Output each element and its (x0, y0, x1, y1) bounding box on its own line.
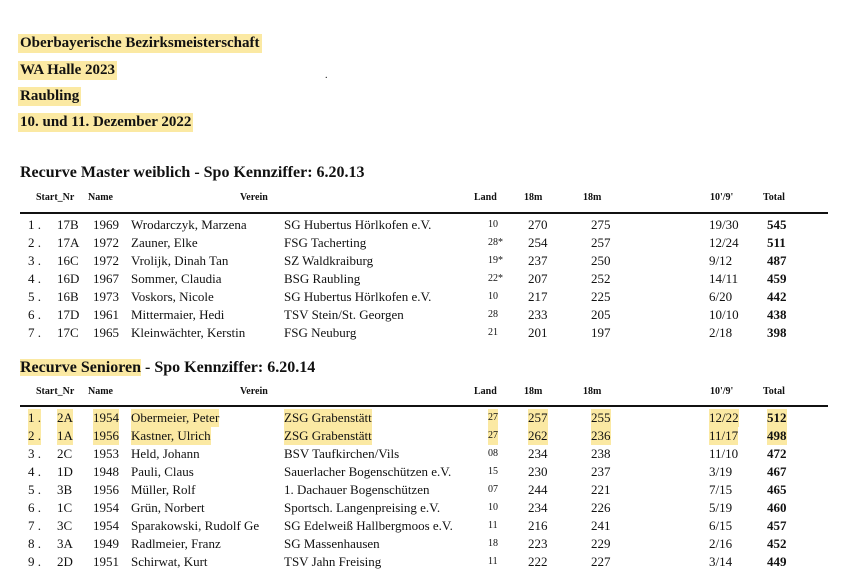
cell-r1: 230 (528, 464, 548, 479)
cell-land: 28* (488, 237, 503, 248)
cell-year: 1969 (93, 217, 119, 232)
cell-total: 452 (767, 536, 787, 551)
cell-total: 459 (767, 271, 787, 286)
cell-start: 2A (57, 410, 73, 425)
cell-r1: 216 (528, 518, 548, 533)
col-land: Land (474, 386, 497, 397)
cell-land: 10 (488, 291, 498, 302)
cell-land: 08 (488, 448, 498, 459)
cell-r2: 238 (591, 446, 611, 461)
cell-club: TSV Stein/St. Georgen (284, 307, 404, 322)
cell-total: 511 (767, 235, 786, 250)
cell-tens: 5/19 (709, 500, 733, 515)
cell-year: 1965 (93, 325, 119, 340)
col-verein: Verein (240, 386, 268, 397)
col-start-nr: Start_Nr (36, 192, 75, 203)
cell-club: ZSG Grabenstätt (284, 428, 372, 443)
cell-name: Müller, Rolf (131, 482, 196, 497)
cell-r1: 201 (528, 325, 548, 340)
table-row (0, 306, 850, 324)
cell-r2: 257 (591, 235, 611, 250)
cell-start: 17B (57, 217, 79, 232)
cell-name: Kastner, Ulrich (131, 428, 211, 443)
cell-year: 1954 (93, 518, 119, 533)
table-row (0, 553, 850, 571)
cell-land: 11 (488, 520, 498, 531)
cell-r1: 262 (528, 428, 548, 443)
cell-r2: 225 (591, 289, 611, 304)
cell-tens: 12/22 (709, 410, 739, 425)
cell-tens: 3/14 (709, 554, 733, 569)
cell-year: 1972 (93, 235, 119, 250)
cell-club: BSV Taufkirchen/Vils (284, 446, 400, 461)
section-title-senioren (20, 358, 315, 378)
cell-year: 1956 (93, 482, 119, 497)
cell-start: 3A (57, 536, 73, 551)
cell-name: Mittermaier, Hedi (131, 307, 225, 322)
cell-land: 19* (488, 255, 503, 266)
col-tens-nines: 10'/9' (710, 192, 734, 203)
cell-r2: 252 (591, 271, 611, 286)
cell-rank: 3 . (28, 446, 41, 461)
col-tens-nines: 10'/9' (710, 386, 734, 397)
table-row (0, 324, 850, 342)
table-row (0, 270, 850, 288)
cell-tens: 7/15 (709, 482, 733, 497)
cell-rank: 6 . (28, 500, 41, 515)
cell-r1: 254 (528, 235, 548, 250)
cell-land: 18 (488, 538, 498, 549)
col-18m-1: 18m (524, 192, 543, 203)
cell-club: Sportsch. Langenpreising e.V. (284, 500, 441, 515)
cell-name: Kleinwächter, Kerstin (131, 325, 246, 340)
table-row (0, 517, 850, 535)
cell-club: SG Edelweiß Hallbergmoos e.V. (284, 518, 453, 533)
cell-tens: 3/19 (709, 464, 733, 479)
cell-year: 1951 (93, 554, 119, 569)
table-row (0, 216, 850, 234)
cell-tens: 6/15 (709, 518, 733, 533)
table-row (0, 481, 850, 499)
cell-r1: 234 (528, 446, 548, 461)
table-row (0, 445, 850, 463)
cell-total: 457 (767, 518, 787, 533)
col-name: Name (88, 192, 113, 203)
cell-year: 1953 (93, 446, 119, 461)
table-row (0, 234, 850, 252)
cell-land: 15 (488, 466, 498, 477)
cell-rank: 4 . (28, 464, 41, 479)
table-row (0, 288, 850, 306)
cell-rank: 1 . (28, 410, 41, 425)
cell-rank: 5 . (28, 482, 41, 497)
cell-start: 1A (57, 428, 73, 443)
col-total: Total (763, 386, 785, 397)
cell-r1: 233 (528, 307, 548, 322)
cell-club: BSG Raubling (284, 271, 361, 286)
section-title-main: Recurve Master weiblich (20, 164, 191, 181)
cell-club: SG Hubertus Hörlkofen e.V. (284, 217, 432, 232)
cell-start: 1C (57, 500, 73, 515)
cell-club: ZSG Grabenstätt (284, 410, 372, 425)
cell-name: Vrolijk, Dinah Tan (131, 253, 229, 268)
cell-total: 472 (767, 446, 787, 461)
cell-land: 21 (488, 327, 498, 338)
cell-name: Held, Johann (131, 446, 200, 461)
cell-land: 10 (488, 219, 498, 230)
cell-r2: 221 (591, 482, 611, 497)
cell-r2: 227 (591, 554, 611, 569)
section-title-rest: - Spo Kennziffer: 6.20.14 (141, 359, 316, 376)
cell-r1: 207 (528, 271, 548, 286)
cell-total: 438 (767, 307, 787, 322)
cell-start: 2D (57, 554, 73, 569)
cell-r1: 270 (528, 217, 548, 232)
col-18m-1: 18m (524, 386, 543, 397)
cell-start: 2C (57, 446, 73, 461)
cell-year: 1954 (93, 410, 119, 425)
cell-tens: 12/24 (709, 235, 739, 250)
cell-rank: 2 . (28, 235, 41, 250)
cell-total: 398 (767, 325, 787, 340)
cell-land: 10 (488, 502, 498, 513)
cell-name: Grün, Norbert (131, 500, 205, 515)
cell-start: 16C (57, 253, 79, 268)
cell-name: Radlmeier, Franz (131, 536, 221, 551)
cell-rank: 4 . (28, 271, 41, 286)
cell-r2: 275 (591, 217, 611, 232)
cell-tens: 6/20 (709, 289, 733, 304)
table-rule (20, 405, 828, 407)
column-header-row (0, 386, 850, 400)
cell-land: 11 (488, 556, 498, 567)
cell-land: 27 (488, 427, 498, 445)
cell-tens: 10/10 (709, 307, 739, 322)
cell-land: 07 (488, 484, 498, 495)
cell-land: 22* (488, 273, 503, 284)
cell-r2: 229 (591, 536, 611, 551)
section-title-main: Recurve Senioren (20, 359, 142, 376)
cell-r2: 237 (591, 464, 611, 479)
cell-rank: 9 . (28, 554, 41, 569)
cell-start: 17D (57, 307, 80, 322)
stray-dot: . (325, 70, 328, 81)
cell-land: 28 (488, 309, 498, 320)
cell-total: 449 (767, 554, 787, 569)
cell-tens: 9/12 (709, 253, 733, 268)
cell-rank: 5 . (28, 289, 41, 304)
table-row (0, 427, 850, 445)
cell-year: 1949 (93, 536, 119, 551)
cell-year: 1948 (93, 464, 119, 479)
cell-start: 16B (57, 289, 79, 304)
cell-year: 1956 (93, 428, 119, 443)
table-row (0, 499, 850, 517)
cell-total: 498 (767, 428, 787, 443)
cell-club: FSG Neuburg (284, 325, 357, 340)
cell-club: TSV Jahn Freising (284, 554, 382, 569)
cell-total: 460 (767, 500, 787, 515)
cell-club: Sauerlacher Bogenschützen e.V. (284, 464, 452, 479)
cell-name: Schirwat, Kurt (131, 554, 208, 569)
col-18m-2: 18m (583, 386, 602, 397)
cell-r1: 257 (528, 410, 548, 425)
cell-tens: 2/18 (709, 325, 733, 340)
cell-club: SZ Waldkraiburg (284, 253, 374, 268)
cell-tens: 14/11 (709, 271, 739, 286)
cell-start: 16D (57, 271, 80, 286)
cell-r1: 222 (528, 554, 548, 569)
table-row (0, 535, 850, 553)
cell-year: 1972 (93, 253, 119, 268)
section-title-rest: - Spo Kennziffer: 6.20.13 (190, 164, 365, 181)
cell-r2: 205 (591, 307, 611, 322)
event-location: Raubling (20, 88, 80, 104)
cell-r2: 226 (591, 500, 611, 515)
section-title-master-weiblich (20, 163, 365, 183)
cell-club: SG Massenhausen (284, 536, 380, 551)
cell-club: 1. Dachauer Bogenschützen (284, 482, 430, 497)
cell-name: Obermeier, Peter (131, 410, 220, 425)
cell-r2: 255 (591, 410, 611, 425)
cell-total: 512 (767, 410, 787, 425)
cell-rank: 8 . (28, 536, 41, 551)
cell-r2: 241 (591, 518, 611, 533)
col-18m-2: 18m (583, 192, 602, 203)
cell-r1: 223 (528, 536, 548, 551)
cell-name: Voskors, Nicole (131, 289, 214, 304)
cell-tens: 11/10 (709, 446, 739, 461)
cell-year: 1954 (93, 500, 119, 515)
cell-start: 17A (57, 235, 80, 250)
event-name: WA Halle 2023 (20, 62, 116, 78)
table-row (0, 252, 850, 270)
cell-rank: 7 . (28, 518, 41, 533)
cell-name: Sparakowski, Rudolf Ge (131, 518, 260, 533)
event-dates: 10. und 11. Dezember 2022 (20, 114, 192, 130)
cell-rank: 6 . (28, 307, 41, 322)
cell-club: SG Hubertus Hörlkofen e.V. (284, 289, 432, 304)
cell-name: Zauner, Elke (131, 235, 198, 250)
cell-r1: 234 (528, 500, 548, 515)
column-header-row (0, 192, 850, 206)
col-start-nr: Start_Nr (36, 386, 75, 397)
cell-r1: 237 (528, 253, 548, 268)
cell-tens: 19/30 (709, 217, 739, 232)
cell-tens: 11/17 (709, 428, 739, 443)
cell-year: 1973 (93, 289, 119, 304)
table-row (0, 409, 850, 427)
cell-rank: 7 . (28, 325, 41, 340)
cell-year: 1961 (93, 307, 119, 322)
col-total: Total (763, 192, 785, 203)
cell-land: 27 (488, 409, 498, 427)
cell-year: 1967 (93, 271, 119, 286)
col-land: Land (474, 192, 497, 203)
cell-total: 442 (767, 289, 787, 304)
col-verein: Verein (240, 192, 268, 203)
cell-tens: 2/16 (709, 536, 733, 551)
cell-r2: 236 (591, 428, 611, 443)
cell-name: Pauli, Claus (131, 464, 194, 479)
table-rule (20, 212, 828, 214)
cell-start: 3C (57, 518, 73, 533)
cell-start: 1D (57, 464, 73, 479)
cell-club: FSG Tacherting (284, 235, 367, 250)
cell-start: 3B (57, 482, 73, 497)
cell-start: 17C (57, 325, 79, 340)
cell-rank: 1 . (28, 217, 41, 232)
cell-name: Sommer, Claudia (131, 271, 222, 286)
cell-rank: 3 . (28, 253, 41, 268)
cell-total: 487 (767, 253, 787, 268)
cell-r2: 250 (591, 253, 611, 268)
cell-total: 545 (767, 217, 787, 232)
cell-rank: 2 . (28, 428, 41, 443)
cell-total: 467 (767, 464, 787, 479)
document-title: Oberbayerische Bezirksmeisterschaft (20, 35, 260, 51)
cell-r1: 217 (528, 289, 548, 304)
table-row (0, 463, 850, 481)
cell-total: 465 (767, 482, 787, 497)
col-name: Name (88, 386, 113, 397)
cell-name: Wrodarczyk, Marzena (131, 217, 247, 232)
cell-r1: 244 (528, 482, 548, 497)
cell-r2: 197 (591, 325, 611, 340)
